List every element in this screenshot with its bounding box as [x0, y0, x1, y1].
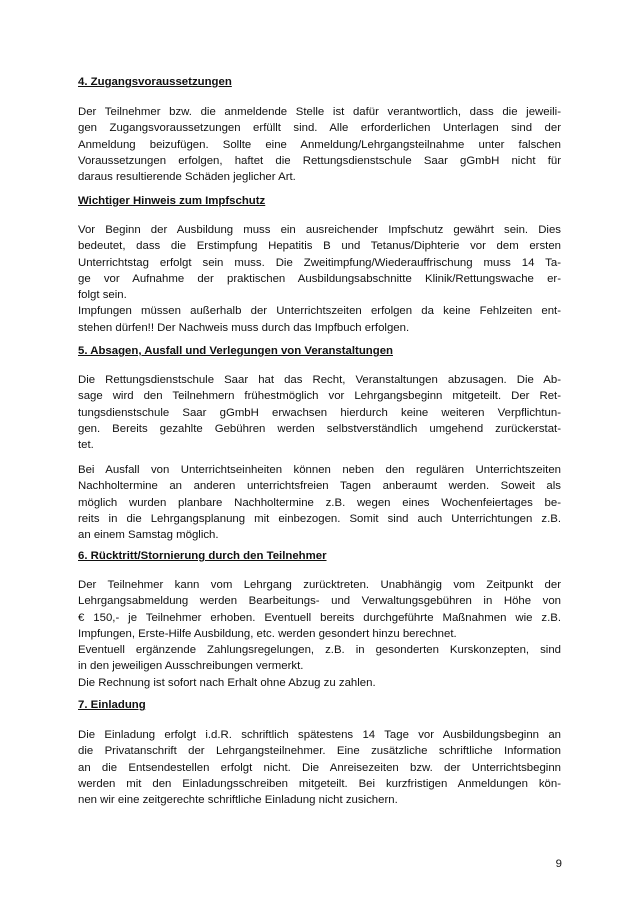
text-line: nen wir eine zeitgerechte schriftliche Einladung nicht zusichern. — [78, 794, 398, 807]
text-line: an einem Samstag möglich. — [78, 529, 219, 542]
paragraph — [78, 727, 561, 808]
text-line: Anmeldung beizufügen. Sollte eine Anmeldung/Lehrgangsteilnahme unter falschen — [78, 138, 561, 151]
text-line: Impfungen müssen außerhalb der Unterrichtszeiten erfolgen da keine Fehlzeiten ent- — [78, 305, 561, 318]
text-line: Voraussetzungen erfolgen, haftet die Rettungsdienstschule Saar gGmbH nicht für — [78, 154, 561, 167]
section-heading-zugangsvoraussetzungen: 4. Zugangsvoraussetzungen — [78, 76, 232, 88]
text-line: stehen dürfen!! Der Nachweis muss durch das Impfbuch erfolgen. — [78, 321, 410, 334]
text-line: tungsdienstschule Saar gGmbH erwachsen hierdurch keine weiteren Verpflichtun- — [78, 406, 561, 419]
text-line: an die Entsendestellen erfolgt nicht. Die Anreisezeiten bzw. der Unterrichtsbeginn — [78, 761, 561, 774]
text-line: folgt sein. — [78, 289, 127, 302]
paragraph — [78, 104, 561, 185]
text-line: tet. — [78, 439, 94, 452]
text-line: in den jeweiligen Ausschreibungen vermerkt. — [78, 660, 304, 673]
text-line: Unterrichtstag erfolgt sein muss. Die Zweitimpfung/Wiederauffrischung muss 14 Ta- — [78, 256, 561, 269]
text-line: Nachholtermine an anderen unterrichtsfreien Tagen anberaumt werden. Soweit als — [78, 480, 561, 493]
section-heading-absagen: 5. Absagen, Ausfall und Verlegungen von Veranstaltungen — [78, 345, 393, 357]
text-line: Der Teilnehmer kann vom Lehrgang zurücktreten. Unabhängig vom Zeitpunkt der — [78, 579, 561, 591]
section-heading-ruecktritt: 6. Rücktritt/Stornierung durch den Teilnehmer — [78, 550, 327, 562]
text-line: Der Teilnehmer bzw. die anmeldende Stelle ist dafür verantwortlich, dass die jeweili- — [78, 106, 561, 118]
paragraph — [78, 462, 561, 543]
text-line: gen Zugangsvoraussetzungen erfüllt sind. Alle erforderlichen Unterlagen sind der — [78, 122, 561, 135]
text-line: daraus resultierende Schäden jeglicher Art. — [78, 171, 296, 184]
paragraph — [78, 577, 561, 691]
paragraph — [78, 372, 561, 453]
section-heading-impfschutz: Wichtiger Hinweis zum Impfschutz — [78, 195, 266, 207]
text-line: € 150,- je Teilnehmer erhoben. Eventuell bereits durchgeführte Maßnahmen wie z.B. — [78, 611, 561, 624]
page-number: 9 — [555, 858, 562, 870]
text-line: sage wird den Teilnehmern frühestmöglich vor Lehrgangsbeginn mitgeteilt. Der Ret- — [78, 390, 561, 403]
text-line: reits in die Lehrgangsplanung mit einbezogen. Somit sind auch Unterrichtungen z.B. — [78, 512, 561, 525]
text-line: ge vor Aufnahme der praktischen Ausbildungsabschnitte Klinik/Rettungswache er- — [78, 272, 561, 285]
text-line: bedeutet, dass die Erstimpfung Hepatitis B und Tetanus/Diphterie vor dem ersten — [78, 240, 561, 253]
section-heading-einladung: 7. Einladung — [78, 699, 146, 711]
paragraph — [78, 222, 561, 336]
text-line: Die Einladung erfolgt i.d.R. schriftlich spätestens 14 Tage vor Ausbildungsbeginn an — [78, 729, 561, 741]
text-line: Die Rettungsdienstschule Saar hat das Recht, Veranstaltungen abzusagen. Die Ab- — [78, 374, 561, 386]
text-line: möglich wurden planbare Nachholtermine z.B. wegen eines Wochenfeiertages be- — [78, 496, 561, 509]
text-line: Impfungen, Erste-Hilfe Ausbildung, etc. werden gesondert hinzu berechnet. — [78, 627, 457, 640]
text-line: gen. Bereits gezahlte Gebühren werden selbstverständlich umgehend zurückerstat- — [78, 422, 561, 435]
text-line: Die Rechnung ist sofort nach Erhalt ohne Abzug zu zahlen. — [78, 676, 376, 689]
text-line: Bei Ausfall von Unterrichtseinheiten können neben den regulären Unterrichtszeiten — [78, 464, 561, 476]
text-line: Lehrgangsabmeldung werden Bearbeitungs- und Verwaltungsgebühren in Höhe von — [78, 595, 561, 608]
text-line: werden mit den Einladungsschreiben mitgeteilt. Bei kurzfristigen Anmeldungen kön- — [78, 777, 561, 790]
text-line: Vor Beginn der Ausbildung muss ein ausreichender Impfschutz gewährt sein. Dies — [78, 224, 561, 236]
text-line: die Privatanschrift der Lehrgangsteilnehmer. Eine zusätzliche schriftliche Information — [78, 745, 561, 758]
text-line: Eventuell ergänzende Zahlungsregelungen, z.B. in gesonderten Kurskonzepten, sind — [78, 644, 561, 657]
